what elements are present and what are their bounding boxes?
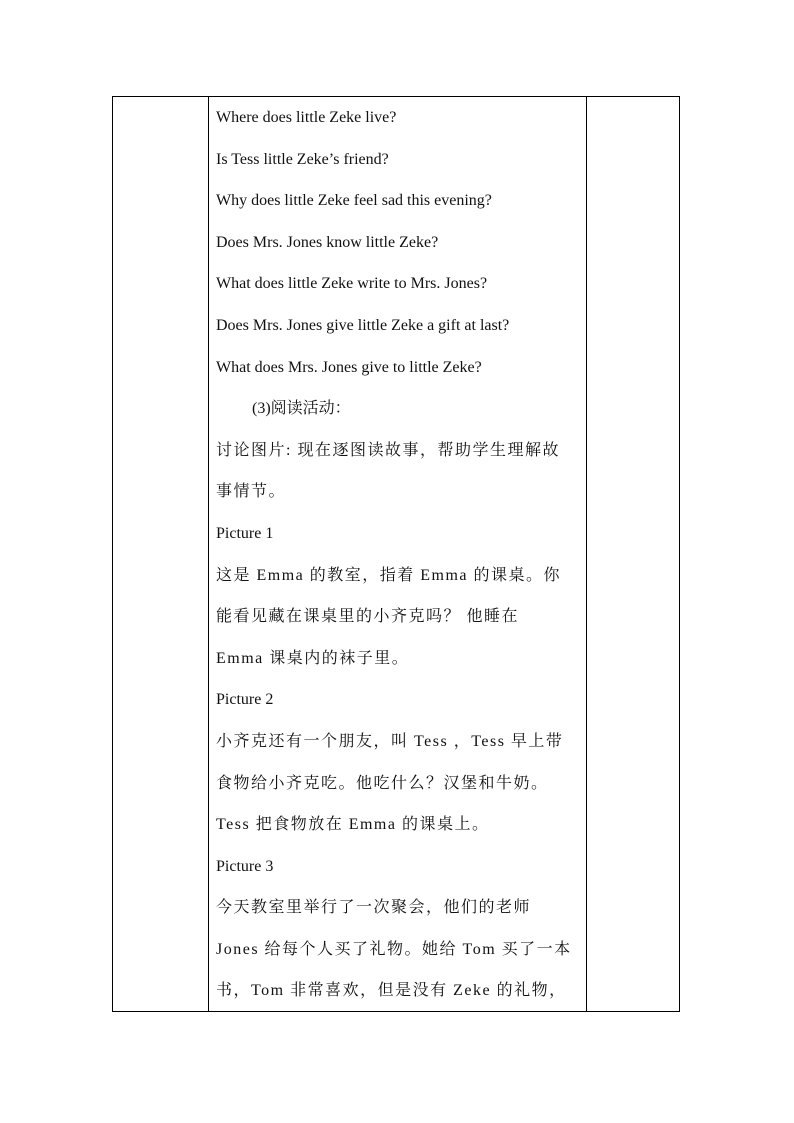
paragraph-line: 书，Tom 非常喜欢，但是没有 Zeke 的礼物， <box>216 982 567 1000</box>
lesson-table <box>112 96 680 1012</box>
paragraph-line: 事情节。 <box>216 483 287 501</box>
question-line: Where does little Zeke live? <box>216 109 397 126</box>
content-cell <box>216 97 582 1012</box>
question-line: Does Mrs. Jones know little Zeke? <box>216 233 439 251</box>
question-line: Does Mrs. Jones give little Zeke a gift at last? <box>216 316 510 334</box>
paragraph-line: Jones 给每个人买了礼物。她给 Tom 买了一本 <box>216 940 572 958</box>
paragraph-line: 这是 Emma 的教室，指着 Emma 的课桌。你 <box>216 566 562 584</box>
paragraph-line: 小齐克还有一个朋友，叫 Tess ，Tess 早上带 <box>216 732 564 750</box>
picture-heading: Picture 2 <box>216 691 274 709</box>
table-divider-right <box>586 97 587 1011</box>
question-line: Is Tess little Zeke’s friend? <box>216 150 389 168</box>
paragraph-line: Emma 课桌内的袜子里。 <box>216 649 410 667</box>
table-divider-left <box>208 97 209 1011</box>
paragraph-line: Tess 把食物放在 Emma 的课桌上。 <box>216 816 490 834</box>
paragraph-line: 食物给小齐克吃。他吃什么？汉堡和牛奶。 <box>216 774 549 792</box>
paragraph-line: 讨论图片: 现在逐图读故事，帮助学生理解故 <box>216 441 560 459</box>
question-line: Why does little Zeke feel sad this evening? <box>216 192 492 210</box>
question-line: What does Mrs. Jones give to little Zeke? <box>216 358 482 376</box>
question-line: What does little Zeke write to Mrs. Jones? <box>216 275 488 293</box>
paragraph-line: 今天教室里举行了一次聚会，他们的老师 <box>216 899 532 917</box>
section-heading: (3)阅读活动： <box>252 400 351 418</box>
paragraph-line: 能看见藏在课桌里的小齐克吗？ 他睡在 <box>216 608 520 626</box>
picture-heading: Picture 3 <box>216 857 274 875</box>
picture-heading: Picture 1 <box>216 524 274 542</box>
